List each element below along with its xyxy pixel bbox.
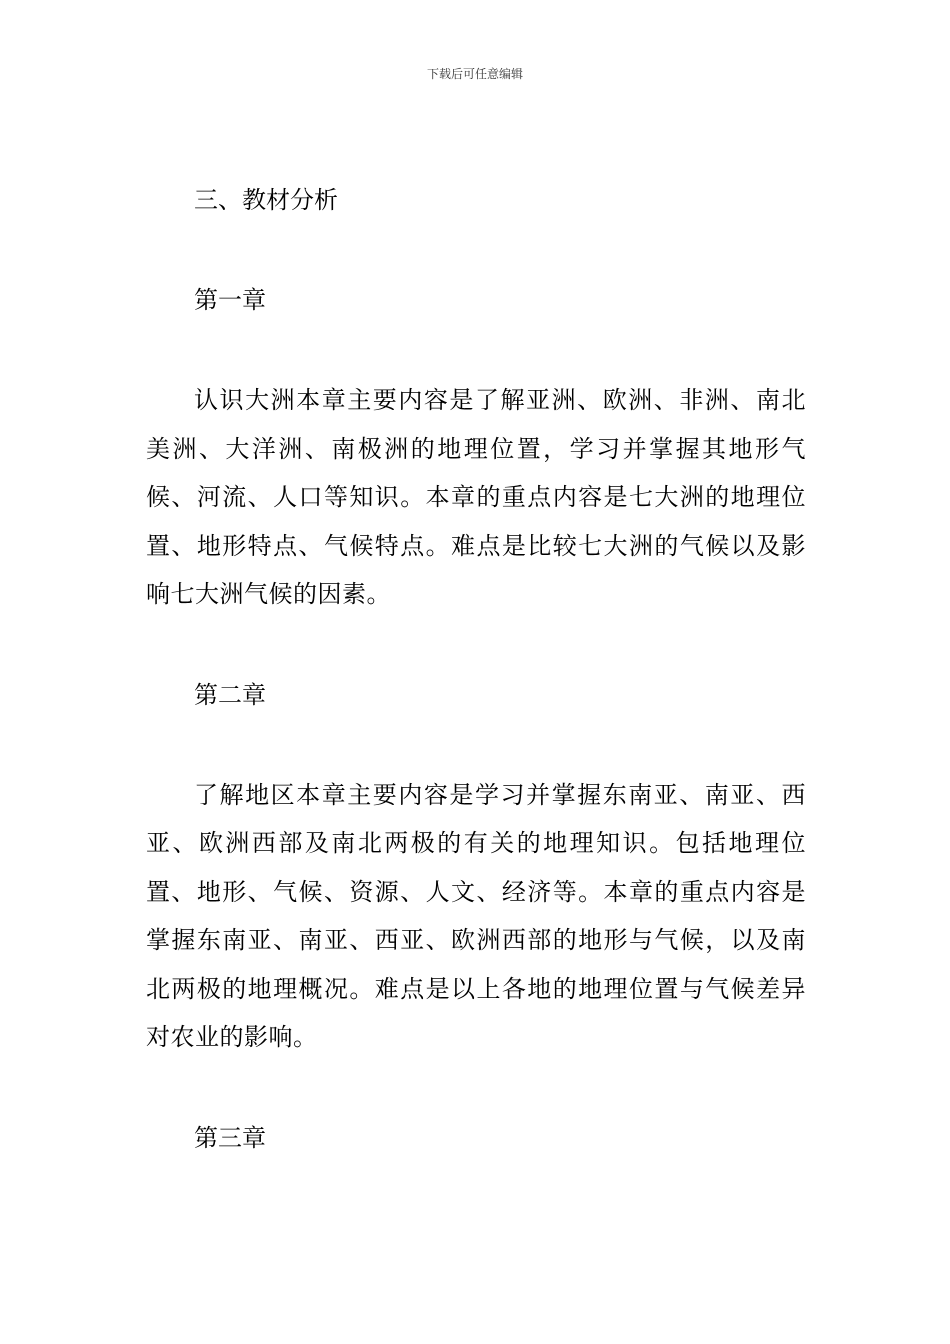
section-title: 三、教材分析 <box>194 186 338 214</box>
chapter-2-paragraph: 了解地区本章主要内容是学习并掌握东南亚、南亚、西亚、欧洲西部及南北两极的有关的地理知识。包括地理位置、地形、气候、资源、人文、经济等。本章的重点内容是掌握东南亚、南亚、西亚、欧洲西部的地形与气候，以及南北两极的地理概况。难点是以上各地的地理位置与气候差异对农业的影响。 <box>146 780 806 1051</box>
chapter-3-title: 第三章 <box>194 1123 266 1152</box>
chapter-1-paragraph: 认识大洲本章主要内容是了解亚洲、欧洲、非洲、南北美洲、大洋洲、南极洲的地理位置，学习并掌握其地形气候、河流、人口等知识。本章的重点内容是七大洲的地理位置、地形特点、气候特点。难点是比较七大洲的气候以及影响七大洲气候的因素。 <box>146 386 806 608</box>
chapter-2-title: 第二章 <box>194 680 266 709</box>
document-body <box>146 176 806 1162</box>
header-note: 下载后可任意编辑 <box>426 67 523 81</box>
chapter-1-title: 第一章 <box>194 286 266 314</box>
